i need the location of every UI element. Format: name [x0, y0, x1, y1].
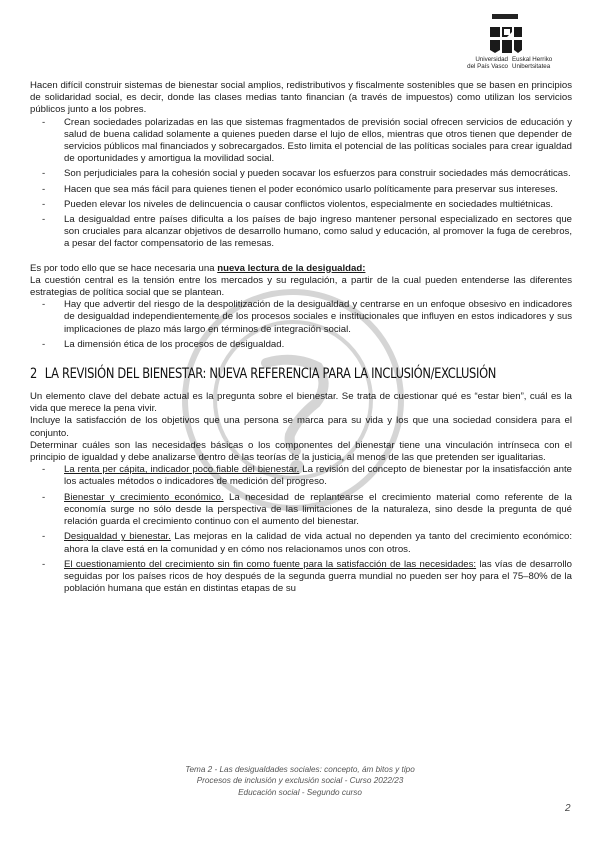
page-number: 2: [565, 803, 571, 814]
footer-topic: Tema 2 - Las desigualdades sociales: concepto, ám bitos y tipo: [185, 765, 415, 774]
list-item: - Hacen que sea más fácil para quienes tienen el poder económico usarlo políticamente para preservar sus intereses.: [64, 184, 572, 196]
section-number: 2: [30, 366, 37, 383]
section-heading: [30, 365, 497, 383]
footer-course: Procesos de inclusión y exclusión social - Curso 2022/23: [196, 776, 404, 786]
list-item: - La dimensión ética de los procesos de desigualdad.: [64, 339, 572, 351]
warnings-list: [30, 299, 572, 351]
list-item: - Crean sociedades polarizadas en las que sistemas fragmentados de previsión social ofrecen servicios de educación y salud de buena calidad solamente a quienes pueden darse el lujo de ellos, mientras que otros tienen que depender de servicios públicos mal financiados y sobrecargados. Esto limita el potencial de las políticas sociales para crear igualdad de oportunidades y amortigua la movilidad social.: [64, 117, 572, 166]
footer-degree: Educación social - Segundo curso: [238, 787, 362, 797]
list-item-term: Bienestar y crecimiento económico.: [64, 491, 224, 503]
central-question-paragraph: La cuestión central es la tensión entre los mercados y su regulación, a partir de la cual pueden entenderse las diferentes estrategias de política social que se plantean.: [30, 274, 572, 299]
list-item: [64, 559, 572, 596]
document-body: [30, 80, 572, 598]
logo-text-spanish: Universidad del País Vasco: [467, 56, 508, 70]
logo-crown-icon: [492, 14, 518, 19]
section-paragraph: Determinar cuáles son las necesidades básicas o los componentes del bienestar tiene una vinculación intrínseca con el principio de igualdad y debe analizarse dentro de las teorías de la justicia, al menos de las que pretenden ser igualitarias.: [30, 439, 572, 464]
section-paragraph: Incluye la satisfacción de los objetivos que una persona se marca para su vida y los que una sociedad considera para el conjunto.: [30, 415, 572, 439]
list-item: [64, 531, 572, 555]
university-logo: [456, 12, 576, 70]
new-reading-prefix: Es por todo ello que se hace necesaria una: [30, 262, 218, 274]
wellbeing-list: [30, 464, 572, 595]
consequences-list: [30, 117, 572, 251]
list-item: - Hay que advertir del riesgo de la despolitización de la desigualdad y centrarse en un enfoque obsesivo en indicadores de desigualdad independientemente de los procesos sociales e institucionales que influyen en estos indicadores y sus implicaciones de plazo más largo en términos de integración social.: [64, 299, 572, 336]
list-item-text: La necesidad de replantearse el crecimiento material como referente de la economía surge no sólo desde la perspectiva de las limitaciones de la naturaleza, sino desde la pregunta de qué relación guarda el crecimiento continuo con el aumento del bienestar.: [64, 491, 572, 528]
list-item: - Pueden elevar los niveles de delincuencia o causar conflictos violentos, especialmente en sociedades multiétnicas.: [64, 199, 572, 211]
logo-mark-icon: [488, 24, 524, 56]
section-paragraph: Un elemento clave del debate actual es la pregunta sobre el bienestar. Se trata de cuestionar qué es “estar bien”, cuál es la vida que merece la pena vivir.: [30, 391, 572, 415]
list-item-term: Desigualdad y bienestar.: [64, 531, 171, 543]
section-title: LA REVISIÓN DEL BIENESTAR: NUEVA REFERENCIA PARA LA INCLUSIÓN/EXCLUSIÓN: [44, 366, 497, 383]
list-item-term: El cuestionamiento del crecimiento sin fin como fuente para la satisfacción de las necesidades:: [64, 558, 477, 570]
list-item-text: Las mejoras en la calidad de vida actual no dependen ya tanto del crecimiento económico: ahora la clave está en la comunidad y en cómo nos relacionamos unos con otros.: [64, 531, 572, 555]
new-reading-paragraph: [30, 263, 572, 275]
page-footer: [0, 764, 600, 798]
list-item-term: La renta per cápita, indicador poco fiable del bienestar.: [64, 464, 300, 476]
intro-paragraph: Hacen difícil construir sistemas de bienestar social amplios, redistributivos y fiscalmente sostenibles que se basen en principios de solidaridad social, es decir, donde las clases medias tanto financian (a través de impuestos) como utilizan los servicios públicos junto a los pobres.: [30, 80, 572, 116]
list-item: [64, 464, 572, 488]
list-item: - Son perjudiciales para la cohesión social y pueden socavar los esfuerzos para construir sociedades más democráticas.: [64, 168, 572, 180]
logo-text-basque: Euskal Herriko Unibertsitatea: [512, 56, 553, 70]
list-item: - La desigualdad entre países dificulta a los países de bajo ingreso mantener personal especializado en sectores que son cruciales para alcanzar objetivos de desarrollo humano, como salud y educación, al promover la fuga de cerebros, a pesar del factor compensatorio de las remesas.: [64, 214, 572, 251]
list-item-text: La revisión del concepto de bienestar por la insatisfacción ante los actuales métodos o indicadores de medición del progreso.: [64, 464, 572, 488]
list-item-text: las vías de desarrollo seguidas por los países ricos de hoy después de la segunda guerra mundial no pueden ser hoy para el 75–80% de la población humana que están en distintas etapas de su: [64, 558, 572, 595]
list-item: [64, 492, 572, 529]
new-reading-emphasis: nueva lectura de la desigualdad:: [217, 262, 366, 274]
